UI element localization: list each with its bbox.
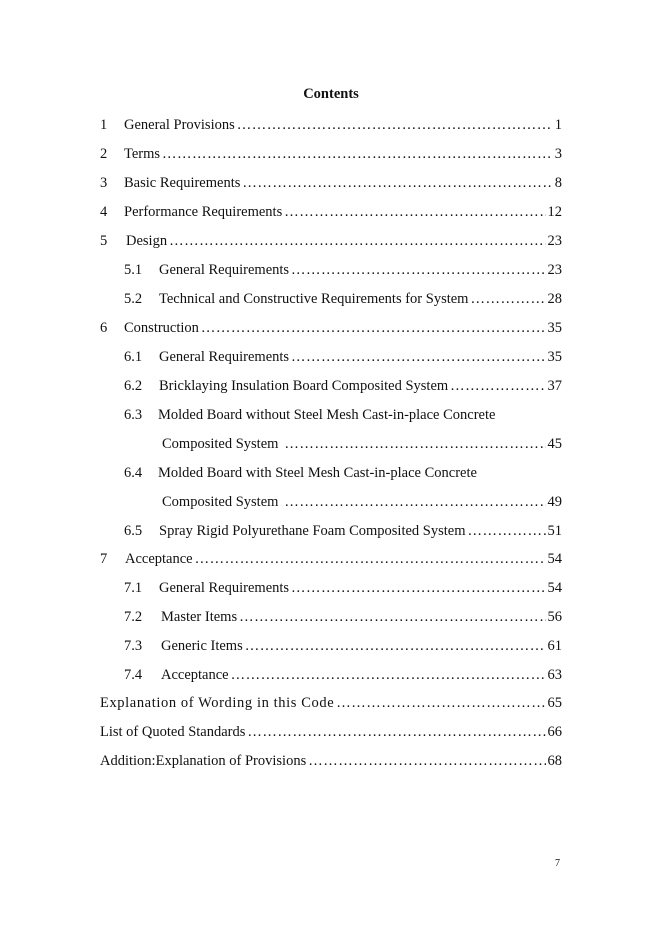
toc-entry-5-2[interactable] — [124, 290, 562, 308]
toc-entry-1[interactable] — [100, 116, 562, 134]
entry-number: 5.2 — [124, 291, 143, 307]
entry-title: Construction — [124, 320, 199, 336]
entry-title: Generic Items — [161, 638, 243, 654]
entry-page: 8 — [554, 175, 562, 191]
entry-number: 7.4 — [124, 667, 143, 683]
toc-entry-4[interactable] — [100, 203, 562, 221]
leader-dots — [201, 319, 546, 337]
entry-page: 61 — [547, 638, 562, 654]
entry-number: 7.3 — [124, 638, 143, 654]
entry-number: 6.1 — [124, 349, 143, 365]
entry-page: 37 — [547, 378, 562, 394]
entry-title: Acceptance — [161, 667, 229, 683]
entry-number: 5.1 — [124, 262, 143, 278]
entry-title: General Requirements — [159, 262, 290, 278]
toc-entry-2[interactable] — [100, 145, 562, 163]
leader-dots — [468, 522, 546, 540]
leader-dots — [247, 723, 545, 741]
toc-entry-explanation-of-provisions[interactable] — [100, 752, 562, 770]
toc-entry-6-5[interactable] — [124, 522, 562, 540]
toc-entry-6[interactable] — [100, 319, 562, 337]
entry-title: Basic Requirements — [124, 175, 241, 191]
entry-page: 35 — [547, 320, 562, 336]
entry-page: 23 — [547, 262, 562, 278]
toc-entry-5-1[interactable] — [124, 261, 562, 279]
entry-number: 6 — [100, 320, 108, 336]
entry-number: 5 — [100, 233, 108, 249]
leader-dots — [195, 550, 546, 568]
entry-number: 7 — [100, 551, 108, 567]
leader-dots — [291, 348, 545, 366]
toc-entry-7-4[interactable] — [124, 666, 562, 684]
leader-dots — [450, 377, 545, 395]
toc-entry-quoted-standards[interactable] — [100, 723, 562, 741]
entry-title: Molded Board with Steel Mesh Cast-in-place Concrete — [158, 465, 477, 481]
entry-number: 6.4 — [124, 465, 143, 481]
toc-entry-5[interactable] — [100, 232, 562, 250]
toc-entry-7-3[interactable] — [124, 637, 562, 655]
entry-title: General Requirements — [159, 580, 290, 596]
entry-page: 23 — [547, 233, 562, 249]
leader-dots — [162, 145, 553, 163]
entry-number: 6.5 — [124, 523, 143, 539]
entry-page: 66 — [547, 724, 562, 740]
leader-dots — [336, 694, 545, 712]
entry-page: 1 — [554, 117, 562, 133]
toc-entry-3[interactable] — [100, 174, 562, 192]
leader-dots — [231, 666, 546, 684]
entry-title: Technical and Constructive Requirements for System — [159, 291, 469, 307]
toc-entry-7[interactable] — [100, 550, 562, 568]
leader-dots — [284, 203, 545, 221]
entry-number: 1 — [100, 117, 108, 133]
entry-title: General Provisions — [124, 117, 235, 133]
entry-title: List of Quoted Standards — [100, 724, 246, 740]
leader-dots — [284, 493, 545, 511]
toc-entry-6-3-cont[interactable] — [162, 435, 562, 453]
toc-entry-6-4-cont[interactable] — [162, 493, 562, 511]
entry-title: General Requirements — [159, 349, 290, 365]
toc-entry-7-1[interactable] — [124, 579, 562, 597]
leader-dots — [242, 174, 552, 192]
page-title: Contents — [303, 86, 359, 102]
entry-title: Composited System — [162, 494, 279, 510]
page-number: 7 — [555, 858, 560, 869]
entry-page: 63 — [547, 667, 562, 683]
entry-page: 12 — [547, 204, 562, 220]
entry-page: 28 — [547, 291, 562, 307]
entry-page: 54 — [547, 551, 562, 567]
entry-number: 6.2 — [124, 378, 143, 394]
entry-title: Addition:Explanation of Provisions — [100, 753, 307, 769]
leader-dots — [308, 752, 545, 770]
leader-dots — [284, 435, 545, 453]
leader-dots — [245, 637, 546, 655]
entry-page: 54 — [547, 580, 562, 596]
entry-page: 49 — [547, 494, 562, 510]
toc-entry-explanation-of-wording[interactable] — [100, 694, 562, 712]
entry-number: 3 — [100, 175, 108, 191]
entry-page: 45 — [547, 436, 562, 452]
entry-number: 2 — [100, 146, 108, 162]
toc-entry-6-3[interactable] — [124, 406, 495, 424]
entry-number: 6.3 — [124, 407, 143, 423]
entry-title: Design — [126, 233, 168, 249]
entry-page: 68 — [547, 753, 562, 769]
entry-page: 51 — [547, 523, 562, 539]
leader-dots — [169, 232, 545, 250]
entry-page: 3 — [554, 146, 562, 162]
leader-dots — [470, 290, 545, 308]
entry-title: Composited System — [162, 436, 279, 452]
entry-number: 4 — [100, 204, 108, 220]
entry-title: Acceptance — [125, 551, 193, 567]
entry-number: 7.2 — [124, 609, 143, 625]
entry-title: Master Items — [161, 609, 238, 625]
entry-title: Molded Board without Steel Mesh Cast-in-place Concrete — [158, 407, 496, 423]
entry-title: Bricklaying Insulation Board Composited System — [159, 378, 449, 394]
toc-entry-6-2[interactable] — [124, 377, 562, 395]
entry-page: 65 — [547, 695, 562, 711]
entry-page: 56 — [547, 609, 562, 625]
entry-page: 35 — [547, 349, 562, 365]
leader-dots — [237, 116, 553, 134]
toc-entry-6-1[interactable] — [124, 348, 562, 366]
toc-entry-7-2[interactable] — [124, 608, 562, 626]
entry-number: 7.1 — [124, 580, 143, 596]
entry-title: Terms — [124, 146, 161, 162]
leader-dots — [239, 608, 545, 626]
entry-title: Explanation of Wording in this Code — [100, 695, 335, 711]
toc-entry-6-4[interactable] — [124, 464, 477, 482]
entry-title: Spray Rigid Polyurethane Foam Composited System — [159, 523, 466, 539]
leader-dots — [291, 261, 545, 279]
leader-dots — [291, 579, 545, 597]
entry-title: Performance Requirements — [124, 204, 283, 220]
